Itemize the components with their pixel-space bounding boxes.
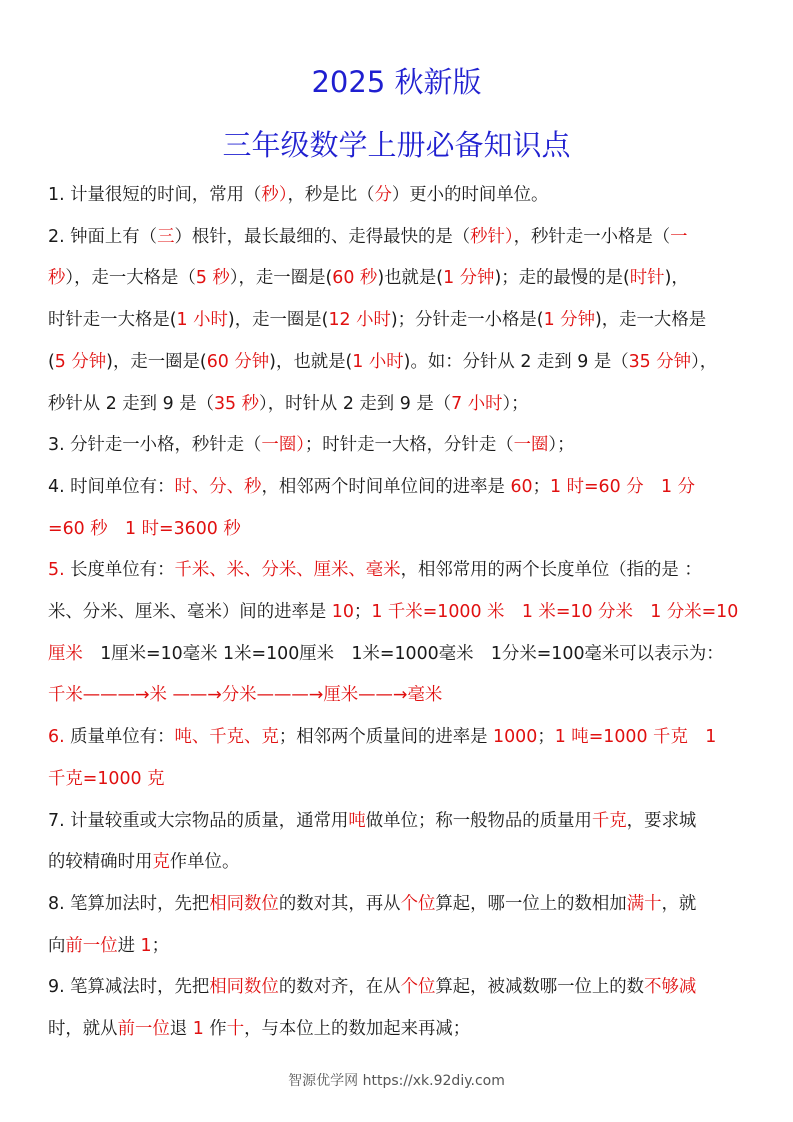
highlight-text: 1 小时 (352, 351, 404, 372)
text-line (48, 425, 748, 467)
highlight-text: 不够减 (644, 977, 697, 998)
highlight-text: 相同数位 (209, 977, 279, 998)
highlight-text: 60 分钟 (206, 351, 270, 372)
body-text: 8. 笔算加法时，先把 (48, 893, 210, 914)
text-line (48, 342, 748, 384)
text-line (48, 592, 748, 634)
body-text: 7. 计量较重或大宗物品的质量，通常用 (48, 810, 349, 831)
text-line (48, 550, 748, 592)
highlight-text: 7 小时 (451, 393, 503, 414)
body-text: 秒针从 2 走到 9 是（ (48, 393, 214, 414)
highlight-text: 个位 (400, 893, 436, 914)
body-text: ；相邻两个质量间的进率是 (278, 727, 494, 748)
page-title: 2025 秋新版 (311, 65, 482, 99)
body-text: ），走一圈是( (229, 268, 333, 289)
highlight-text: 1 小时 (176, 310, 228, 331)
highlight-text: 一 (670, 226, 688, 247)
body-text: )也就是( (377, 268, 444, 289)
highlight-text: 千克 (591, 810, 627, 831)
highlight-text: 克 (152, 852, 170, 873)
body-text: ( (48, 351, 55, 372)
body-text: ； (537, 727, 555, 748)
highlight-text: 秒 (48, 268, 66, 289)
body-text: ）； (502, 393, 529, 414)
body-text: ）， (691, 351, 718, 372)
highlight-text: 吨、千克、克 (174, 727, 279, 748)
highlight-text: 满十 (626, 893, 662, 914)
highlight-text: 个位 (400, 977, 436, 998)
highlight-text: 35 分钟 (628, 351, 692, 372)
highlight-text: 1 千米=1000 米 1 米=10 分米 1 分米=10 (371, 602, 739, 623)
body-text: 4. 时间单位有： (48, 476, 175, 497)
body-text: 时针走一大格是( (48, 310, 177, 331)
highlight-text: 千克=1000 克 (48, 768, 165, 789)
body-text: )；分针走一小格是( (390, 310, 544, 331)
highlight-text: 35 秒 (213, 393, 260, 414)
highlight-text: 三 (157, 226, 175, 247)
highlight-text: 时、分、秒 (174, 476, 262, 497)
body-text: )，走一大格是 (594, 310, 707, 331)
text-line (48, 634, 748, 676)
body-text: ，就 (661, 893, 697, 914)
body-text: ，要求城 (626, 810, 697, 831)
highlight-text: 一圈 (513, 435, 549, 456)
body-text: ，相邻常用的两个长度单位（指的是 ： (400, 560, 702, 581)
highlight-text: 十 (226, 1019, 245, 1040)
body-text: 进 (117, 935, 141, 956)
highlight-text: 5 秒 (195, 268, 230, 289)
highlight-text: 相同数位 (209, 893, 279, 914)
text-line (48, 759, 748, 801)
text-line (48, 467, 748, 509)
highlight-text: 1 时=60 分 1 分 (549, 476, 695, 497)
highlight-text: 1 分钟 (443, 268, 495, 289)
body-text: 算起，哪一位上的数相加 (435, 893, 627, 914)
highlight-text: 60 (510, 476, 533, 497)
text-line (48, 967, 748, 1009)
highlight-text: =60 秒 1 时=3600 秒 (48, 518, 241, 539)
body-text: ）； (548, 435, 575, 456)
highlight-text: 1 吨=1000 千克 1 (554, 727, 717, 748)
body-text: 算起，被减数哪一位上的数 (435, 977, 645, 998)
text-line (48, 258, 748, 300)
body-text: ，秒针走一小格是（ (513, 226, 671, 247)
body-text: 质量单位有： (64, 727, 175, 748)
highlight-text: 吨 (348, 810, 366, 831)
highlight-text: 10 (331, 602, 354, 623)
body-text: 时，就从 (48, 1019, 118, 1040)
footer-watermark: 智源优学网 https://xk.92diy.com (288, 1073, 505, 1089)
text-line (48, 509, 748, 551)
highlight-text: 时针 (629, 268, 665, 289)
body-text: ），走一大格是（ (65, 268, 196, 289)
body-text: ），时针从 2 走到 9 是（ (259, 393, 452, 414)
body-text: 1厘米=10毫米 1米=100厘米 1米=1000毫米 1分米=100毫米可以表示为： (82, 643, 724, 664)
body-text: 的数对其，再从 (278, 893, 401, 914)
body-text: 的较精确时用 (48, 852, 153, 873)
text-line (48, 717, 748, 759)
text-line (48, 300, 748, 342)
body-text: 3. 分针走一小格，秒针走（ (48, 435, 262, 456)
body-text: ，与本位上的数加起来再减； (244, 1019, 471, 1040)
body-text: 9. 笔算减法时，先把 (48, 977, 210, 998)
body-text: 作单位。 (169, 852, 240, 873)
text-line (48, 384, 748, 426)
body-text: 退 (169, 1019, 193, 1040)
text-line (48, 842, 748, 884)
text-line (48, 175, 748, 217)
highlight-text: 分 (374, 185, 392, 205)
body-text: )，也就是( (269, 351, 353, 372)
highlight-text: 12 小时 (328, 310, 391, 331)
body-text: ；时针走一大格，分针走（ (304, 435, 514, 456)
highlight-text: 60 秒 (332, 268, 378, 289)
text-line (48, 217, 748, 259)
highlight-text: 1 (192, 1019, 204, 1040)
text-line (48, 926, 748, 968)
body-text: ）根针，最长最细的、走得最快的是（ (174, 226, 471, 247)
body-text: 长度单位有： (64, 560, 175, 581)
body-text: 向 (48, 935, 66, 956)
body-text: )， (664, 268, 689, 289)
highlight-text: 前一位 (65, 935, 118, 956)
body-text: )；走的最慢的是( (494, 268, 630, 289)
highlight-text: 5 分钟 (54, 351, 107, 372)
text-line (48, 1009, 748, 1051)
highlight-text: 秒针） (470, 226, 514, 247)
body-text: ，相邻两个时间单位间的进率是 (261, 476, 511, 497)
highlight-text: 一圈） (261, 435, 305, 456)
body-text: ； (532, 476, 550, 497)
highlight-text: 1000 (493, 727, 538, 748)
text-line (48, 675, 748, 717)
text-line (48, 801, 748, 843)
knowledge-points-body (48, 175, 748, 1051)
text-line (48, 884, 748, 926)
highlight-text: 1 (140, 935, 152, 956)
body-text: )。如：分针从 2 走到 9 是（ (403, 351, 629, 372)
body-text: ； (151, 935, 169, 956)
highlight-text: 千米———→米 ——→分米———→厘米——→毫米 (48, 685, 443, 706)
body-text: 米、分米、厘米、毫米）间的进率是 (48, 602, 332, 623)
body-text: ）更小的时间单位。 (391, 185, 549, 205)
highlight-text: 千米、米、分米、厘米、毫米 (174, 560, 401, 581)
highlight-text: 1 分钟 (543, 310, 595, 331)
highlight-text: 前一位 (117, 1019, 170, 1040)
body-text: )，走一圈是( (106, 351, 207, 372)
body-text: ，秒是比（ (287, 185, 375, 205)
highlight-text: 6. (48, 727, 65, 748)
body-text: 作 (203, 1019, 227, 1040)
highlight-text: 5. (48, 560, 65, 581)
page-subtitle: 三年级数学上册必备知识点 (222, 128, 571, 162)
body-text: ； (353, 602, 372, 623)
highlight-text: 厘米 (48, 643, 83, 664)
body-text: 2. 钟面上有（ (48, 226, 158, 247)
body-text: 1. 计量很短的时间，常用（ (48, 185, 262, 205)
highlight-text: 秒） (261, 185, 288, 205)
body-text: 做单位；称一般物品的质量用 (365, 810, 592, 831)
body-text: 的数对齐，在从 (278, 977, 401, 998)
body-text: )，走一圈是( (227, 310, 329, 331)
